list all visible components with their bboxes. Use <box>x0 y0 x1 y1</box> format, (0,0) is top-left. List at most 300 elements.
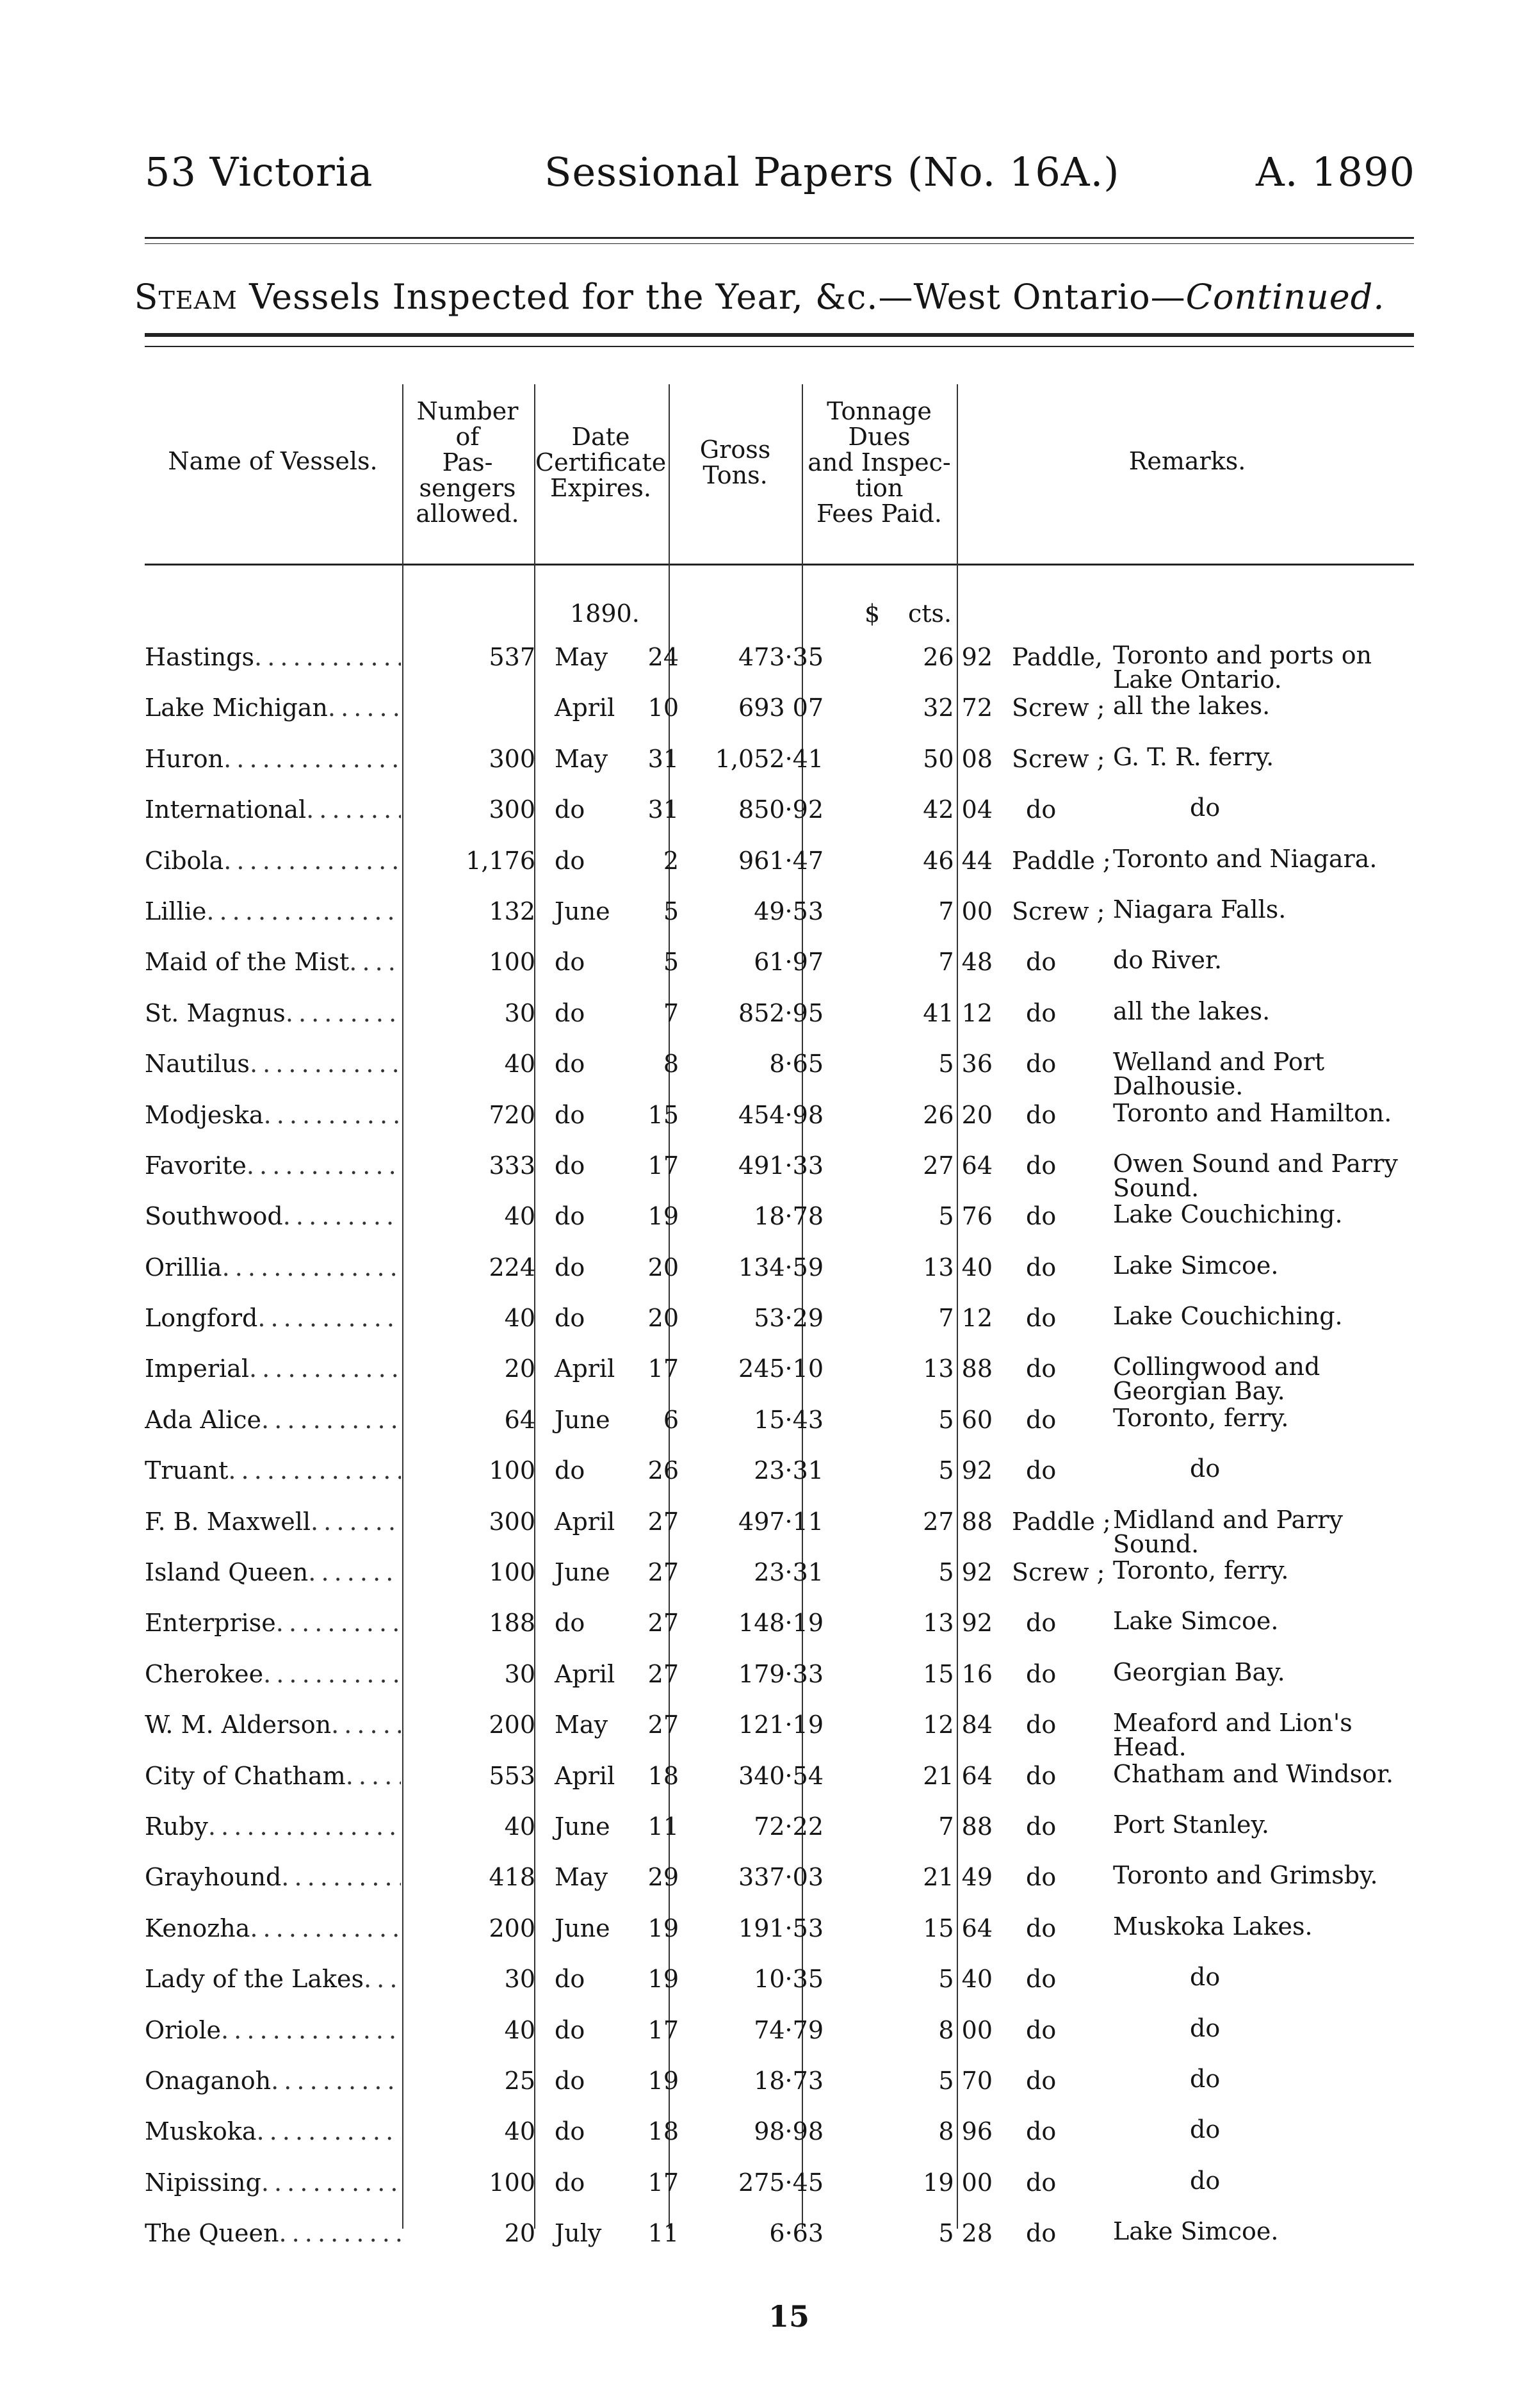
vessel-type: Screw ; <box>1012 1558 1105 1587</box>
remarks-cell <box>1113 1558 1414 1609</box>
gross-tons-cell: 1,052·41 <box>715 744 824 773</box>
vessel-name-cell <box>145 795 407 846</box>
title-rule-thick <box>145 333 1414 337</box>
vessel-name-cell <box>145 1660 407 1711</box>
vessel-name: The Queen <box>145 2219 279 2248</box>
vessel-name: Orillia <box>145 1253 222 1281</box>
date-day: 17 <box>647 2168 679 2197</box>
remarks-cell <box>1113 1863 1414 1914</box>
table-row <box>145 1354 1414 1405</box>
vessel-type: Screw ; <box>1012 897 1105 925</box>
date-day: 17 <box>647 1151 679 1180</box>
vessel-type-cell <box>1012 1711 1113 1761</box>
remarks-cell <box>1113 1456 1414 1507</box>
vessel-type: do <box>1026 1863 1057 1892</box>
vessel-type: do <box>1026 1761 1057 1790</box>
fees-cell: 26 92 <box>923 643 993 671</box>
title-smallcaps: Steam <box>134 277 238 317</box>
remarks-cell <box>1113 2016 1414 2067</box>
gross-tons-cell: 6·63 <box>769 2219 824 2248</box>
vessel-name: Lillie <box>145 897 207 925</box>
leader-dots <box>281 1863 401 1891</box>
gross-tons-cell: 337·03 <box>738 1863 824 1892</box>
vessel-name-cell <box>145 694 407 744</box>
gross-tons-cell: 693 07 <box>738 694 824 722</box>
vessel-name-cell <box>145 2117 407 2168</box>
date-day: 29 <box>647 1863 679 1892</box>
remarks-text: do <box>1190 795 1221 822</box>
vessel-name-cell <box>145 1151 407 1202</box>
table-row <box>145 1253 1414 1304</box>
vessel-name-cell <box>145 1762 407 1812</box>
gross-tons-cell: 18·78 <box>754 1202 824 1231</box>
remarks-cell <box>1113 1151 1414 1202</box>
vessel-name-cell <box>145 2016 407 2067</box>
date-month: do <box>555 846 585 875</box>
remarks-text: do River. <box>1113 948 1223 975</box>
date-day: 20 <box>647 1253 679 1281</box>
date-day: 19 <box>647 1965 679 1994</box>
fees-cell: 27 88 <box>923 1507 993 1536</box>
remarks-text: Lake Simcoe. <box>1113 1609 1279 1636</box>
vessel-name: Cibola <box>145 846 224 875</box>
fees-cell: 15 64 <box>923 1914 993 1942</box>
date-cell <box>547 1253 689 1304</box>
vessel-type-cell <box>1012 2168 1113 2219</box>
table-row <box>145 1762 1414 1812</box>
col-head-date-line: Expires. <box>550 474 651 502</box>
remarks-text: all the lakes. <box>1113 694 1271 720</box>
gross-tons-cell: 10·35 <box>754 1965 824 1994</box>
date-month: May <box>555 643 608 671</box>
vessel-type-cell <box>1012 847 1113 897</box>
col-head-fees-line: tion <box>855 474 904 502</box>
vessel-type-cell <box>1012 1456 1113 1507</box>
vessel-name: F. B. Maxwell <box>145 1507 311 1536</box>
remarks-cell <box>1113 1660 1414 1711</box>
passengers-cell: 40 <box>504 1050 535 1078</box>
vessel-type-cell <box>1012 2117 1113 2168</box>
remarks-cell <box>1113 897 1414 948</box>
leader-dots <box>249 1354 401 1383</box>
table-row <box>145 2117 1414 2168</box>
remarks-cell <box>1113 643 1414 694</box>
remarks-cell <box>1113 847 1414 897</box>
remarks-cell <box>1113 2067 1414 2117</box>
vessel-type: do <box>1026 1456 1057 1485</box>
date-day: 24 <box>647 643 679 671</box>
vessel-type: Paddle ; <box>1012 846 1111 875</box>
vessel-type-cell <box>1012 2016 1113 2067</box>
vessel-type-cell <box>1012 1812 1113 1863</box>
passengers-cell: 100 <box>489 2168 535 2197</box>
vessel-type: do <box>1026 1965 1057 1994</box>
vessel-name-cell <box>145 999 407 1050</box>
table-row <box>145 1609 1414 1659</box>
date-month: do <box>555 2066 585 2095</box>
remarks-cell <box>1113 694 1414 744</box>
vessel-type: do <box>1026 1659 1057 1688</box>
gross-tons-cell: 61·97 <box>754 948 824 977</box>
fees-cell: 5 36 <box>938 1050 993 1078</box>
fees-cell: 27 64 <box>923 1151 993 1180</box>
date-day: 27 <box>647 1609 679 1638</box>
gross-tons-cell: 473·35 <box>738 643 824 671</box>
date-cell <box>547 1812 689 1863</box>
date-cell <box>547 1354 689 1405</box>
remarks-cell <box>1113 2219 1414 2270</box>
vessel-type-cell <box>1012 795 1113 846</box>
table-row <box>145 1711 1414 1761</box>
leader-dots <box>228 1456 401 1485</box>
vessel-name-cell <box>145 1812 407 1863</box>
date-day: 19 <box>647 1202 679 1231</box>
vessel-name: St. Magnus <box>145 998 286 1027</box>
remarks-text: do <box>1190 2015 1221 2042</box>
vessel-name: W. M. Alderson <box>145 1711 332 1739</box>
passengers-cell: 30 <box>504 1965 535 1994</box>
remarks-text: Lake Couchiching. <box>1113 1304 1343 1331</box>
date-day: 7 <box>663 998 679 1027</box>
col-head-gross-line: Tons. <box>703 461 768 489</box>
remarks-text: Toronto and Niagara. <box>1113 846 1377 873</box>
passengers-cell: 40 <box>504 2015 535 2044</box>
vessel-type-cell <box>1012 745 1113 795</box>
date-day: 31 <box>647 795 679 824</box>
remarks-cell <box>1113 1609 1414 1659</box>
table-row <box>145 2219 1414 2270</box>
leader-dots <box>223 745 401 773</box>
vessel-name: Kenozha <box>145 1914 250 1942</box>
leader-dots <box>263 1660 401 1688</box>
gross-tons-cell: 497·11 <box>738 1507 824 1536</box>
remarks-text: Welland and Port Dalhousie. <box>1113 1050 1325 1101</box>
vessel-type: do <box>1026 1304 1057 1333</box>
fees-cell: 5 92 <box>938 1456 993 1485</box>
remarks-cell <box>1113 948 1414 998</box>
vessel-type: do <box>1026 948 1057 977</box>
vessel-type-cell <box>1012 1050 1113 1100</box>
passengers-cell: 100 <box>489 1558 535 1587</box>
table-row <box>145 999 1414 1050</box>
remarks-cell <box>1113 1914 1414 1965</box>
passengers-cell: 418 <box>489 1863 535 1892</box>
remarks-text: Toronto and Grimsby. <box>1113 1863 1378 1890</box>
vessel-type: do <box>1026 1151 1057 1180</box>
leader-dots <box>311 1508 401 1536</box>
leader-dots <box>206 897 401 925</box>
date-month: do <box>555 2168 585 2197</box>
date-month: do <box>555 1050 585 1078</box>
remarks-cell <box>1113 795 1414 846</box>
vessel-name: Longford <box>145 1304 258 1333</box>
col-head-fees-line: Dues <box>848 423 911 451</box>
vessel-name: Cherokee <box>145 1659 264 1688</box>
remarks-cell <box>1113 1812 1414 1863</box>
date-day: 26 <box>647 1456 679 1485</box>
remarks-cell <box>1113 2117 1414 2168</box>
title-rule-thin <box>145 346 1414 347</box>
vessel-type: Paddle, <box>1012 643 1103 671</box>
vessel-name: Huron <box>145 744 224 773</box>
date-day: 11 <box>647 2219 679 2248</box>
vessel-type-cell <box>1012 1101 1113 1151</box>
date-day: 17 <box>647 2015 679 2044</box>
gross-tons-cell: 852·95 <box>738 998 824 1027</box>
table-row <box>145 897 1414 948</box>
table-row <box>145 1151 1414 1202</box>
vessel-type-cell <box>1012 999 1113 1050</box>
remarks-cell <box>1113 1050 1414 1100</box>
unit-year: 1890. <box>570 599 640 628</box>
leader-dots <box>208 1812 401 1841</box>
vessel-type: do <box>1026 1812 1057 1841</box>
vessel-type-cell <box>1012 1253 1113 1304</box>
vessel-type-cell <box>1012 1558 1113 1609</box>
passengers-cell: 333 <box>489 1151 535 1180</box>
vessel-type-cell <box>1012 1914 1113 1965</box>
date-cell <box>547 1609 689 1659</box>
fees-cell: 5 28 <box>938 2219 993 2248</box>
date-cell <box>547 1914 689 1965</box>
date-cell <box>547 948 689 998</box>
table-row <box>145 1660 1414 1711</box>
col-head-passengers-line: allowed. <box>416 500 519 528</box>
remarks-text: do <box>1190 2168 1221 2195</box>
vessel-type: Screw ; <box>1012 694 1105 722</box>
passengers-cell: 200 <box>489 1711 535 1739</box>
vessel-name: Island Queen <box>145 1558 309 1587</box>
title-main: Vessels Inspected for the Year, &c.—West Ontario— <box>237 277 1186 317</box>
vessel-type: Paddle ; <box>1012 1507 1111 1536</box>
fees-cell: 8 96 <box>938 2117 993 2146</box>
passengers-cell: 1,176 <box>466 846 535 875</box>
remarks-cell <box>1113 1304 1414 1354</box>
leader-dots <box>257 1304 401 1332</box>
date-cell <box>547 2067 689 2117</box>
table-row <box>145 1406 1414 1456</box>
remarks-cell <box>1113 1965 1414 2015</box>
date-cell <box>547 694 689 744</box>
vessel-type: Screw ; <box>1012 744 1105 773</box>
date-cell <box>547 1406 689 1456</box>
date-day: 27 <box>647 1507 679 1536</box>
date-month: do <box>555 2015 585 2044</box>
vessel-name-cell <box>145 1050 407 1100</box>
remarks-text: do <box>1190 2066 1221 2093</box>
vessel-name: International <box>145 795 307 824</box>
vessel-name-cell <box>145 1456 407 1507</box>
gross-tons-cell: 121·19 <box>738 1711 824 1739</box>
remarks-cell <box>1113 999 1414 1050</box>
leader-dots <box>250 1050 401 1078</box>
table-row <box>145 1863 1414 1914</box>
table-row <box>145 1508 1414 1558</box>
date-month: April <box>555 1659 615 1688</box>
date-cell <box>547 1660 689 1711</box>
col-head-fees <box>804 398 954 526</box>
table-row <box>145 2016 1414 2067</box>
date-month: May <box>555 1863 608 1892</box>
table-row <box>145 745 1414 795</box>
gross-tons-cell: 98·98 <box>754 2117 824 2146</box>
fees-cell: 46 44 <box>923 846 993 875</box>
vessel-name-cell <box>145 948 407 998</box>
date-month: do <box>555 795 585 824</box>
vessel-type-cell <box>1012 643 1113 694</box>
date-cell <box>547 2117 689 2168</box>
vessel-name-cell <box>145 1914 407 1965</box>
vessel-type-cell <box>1012 1609 1113 1659</box>
fees-cell: 21 49 <box>923 1863 993 1892</box>
date-day: 11 <box>647 1812 679 1841</box>
vessel-name-cell <box>145 1558 407 1609</box>
gross-tons-cell: 245·10 <box>738 1354 824 1383</box>
remarks-text: Toronto and ports on Lake Ontario. <box>1113 643 1372 694</box>
vessel-type-cell <box>1012 1151 1113 1202</box>
gross-tons-cell: 191·53 <box>738 1914 824 1942</box>
leader-dots <box>264 1101 401 1129</box>
vessel-type: do <box>1026 795 1057 824</box>
col-head-passengers-line: sengers <box>419 474 516 502</box>
vessel-name: Ruby <box>145 1812 208 1841</box>
col-head-gross <box>670 437 800 488</box>
date-cell <box>547 745 689 795</box>
passengers-cell: 300 <box>489 795 535 824</box>
gross-tons-cell: 8·65 <box>769 1050 824 1078</box>
passengers-cell: 300 <box>489 1507 535 1536</box>
passengers-cell: 30 <box>504 998 535 1027</box>
vessel-name: Lake Michigan <box>145 694 328 722</box>
col-head-date-line: Date <box>571 423 630 451</box>
fees-cell: 13 88 <box>923 1354 993 1383</box>
date-cell <box>547 1558 689 1609</box>
fees-cell: 26 20 <box>923 1100 993 1129</box>
date-day: 27 <box>647 1711 679 1739</box>
date-month: do <box>555 1609 585 1638</box>
leader-dots <box>364 1965 401 1993</box>
gross-tons-cell: 179·33 <box>738 1659 824 1688</box>
date-month: do <box>555 1100 585 1129</box>
remarks-text: Niagara Falls. <box>1113 897 1287 923</box>
date-cell <box>547 1508 689 1558</box>
vessel-name: Modjeska <box>145 1100 264 1129</box>
date-cell <box>547 1456 689 1507</box>
remarks-cell <box>1113 1406 1414 1456</box>
fees-cell: 5 92 <box>938 1558 993 1587</box>
leader-dots <box>256 2117 401 2145</box>
passengers-cell: 132 <box>489 897 535 925</box>
col-head-fees-line: Tonnage <box>827 397 932 425</box>
header-year: A. 1890 <box>1256 149 1415 195</box>
gross-tons-cell: 850·92 <box>738 795 824 824</box>
vessel-name: Imperial <box>145 1354 249 1383</box>
leader-dots <box>283 1202 401 1230</box>
date-month: May <box>555 1711 608 1739</box>
passengers-cell: 553 <box>489 1761 535 1790</box>
date-cell <box>547 1151 689 1202</box>
col-head-passengers-line: of <box>455 423 480 451</box>
fees-cell: 7 00 <box>938 897 993 925</box>
passengers-cell: 20 <box>504 2219 535 2248</box>
date-day: 5 <box>663 948 679 977</box>
date-day: 18 <box>647 2117 679 2146</box>
date-day: 2 <box>663 846 679 875</box>
vessel-type: do <box>1026 1405 1057 1434</box>
remarks-text: G. T. R. ferry. <box>1113 744 1274 771</box>
fees-cell: 8 00 <box>938 2015 993 2044</box>
passengers-cell: 224 <box>489 1253 535 1281</box>
vessel-type: do <box>1026 1100 1057 1129</box>
fees-cell: 7 48 <box>938 948 993 977</box>
vessel-name: Hastings <box>145 643 255 671</box>
vessel-type-cell <box>1012 2219 1113 2270</box>
table-row <box>145 1914 1414 1965</box>
date-cell <box>547 1101 689 1151</box>
vessel-type-cell <box>1012 694 1113 744</box>
date-month: do <box>555 948 585 977</box>
vessel-name: Truant <box>145 1456 229 1485</box>
date-day: 27 <box>647 1659 679 1688</box>
remarks-cell <box>1113 1101 1414 1151</box>
date-month: April <box>555 694 615 722</box>
vessel-type: do <box>1026 1354 1057 1383</box>
passengers-cell: 200 <box>489 1914 535 1942</box>
vessel-name-cell <box>145 1711 407 1761</box>
vessel-name: Nautilus <box>145 1050 250 1078</box>
table-row <box>145 1202 1414 1253</box>
leader-dots <box>271 2067 401 2095</box>
date-day: 19 <box>647 2066 679 2095</box>
passengers-cell: 25 <box>504 2066 535 2095</box>
passengers-cell: 537 <box>489 643 535 671</box>
vessel-name: Lady of the Lakes <box>145 1965 364 1994</box>
vessel-name: City of Chatham <box>145 1761 346 1790</box>
vessel-type-cell <box>1012 1202 1113 1253</box>
vessel-name: Ada Alice <box>145 1405 262 1434</box>
col-head-date-line: Certificate <box>535 448 667 476</box>
col-head-fees-line: Fees Paid. <box>816 500 942 528</box>
date-day: 17 <box>647 1354 679 1383</box>
passengers-cell: 300 <box>489 744 535 773</box>
remarks-cell <box>1113 2168 1414 2219</box>
vessel-type: do <box>1026 2015 1057 2044</box>
vessel-type: do <box>1026 2066 1057 2095</box>
passengers-cell: 40 <box>504 1812 535 1841</box>
date-cell <box>547 847 689 897</box>
date-day: 18 <box>647 1761 679 1790</box>
fees-cell: 15 16 <box>923 1659 993 1688</box>
column-head-rule <box>145 564 1414 565</box>
remarks-cell <box>1113 1762 1414 1812</box>
gross-tons-cell: 454·98 <box>738 1100 824 1129</box>
date-cell <box>547 1050 689 1100</box>
date-day: 8 <box>663 1050 679 1078</box>
remarks-cell <box>1113 1508 1414 1558</box>
vessel-type-cell <box>1012 1863 1113 1914</box>
table-row <box>145 2168 1414 2219</box>
vessel-type: do <box>1026 1253 1057 1281</box>
table-row <box>145 1050 1414 1100</box>
date-month: June <box>555 1405 610 1434</box>
date-cell <box>547 643 689 694</box>
vessel-name: Onaganoh <box>145 2066 272 2095</box>
remarks-cell <box>1113 745 1414 795</box>
passengers-cell <box>407 694 547 744</box>
vessel-name-cell <box>145 745 407 795</box>
vessel-type-cell <box>1012 1406 1113 1456</box>
remarks-cell <box>1113 1202 1414 1253</box>
